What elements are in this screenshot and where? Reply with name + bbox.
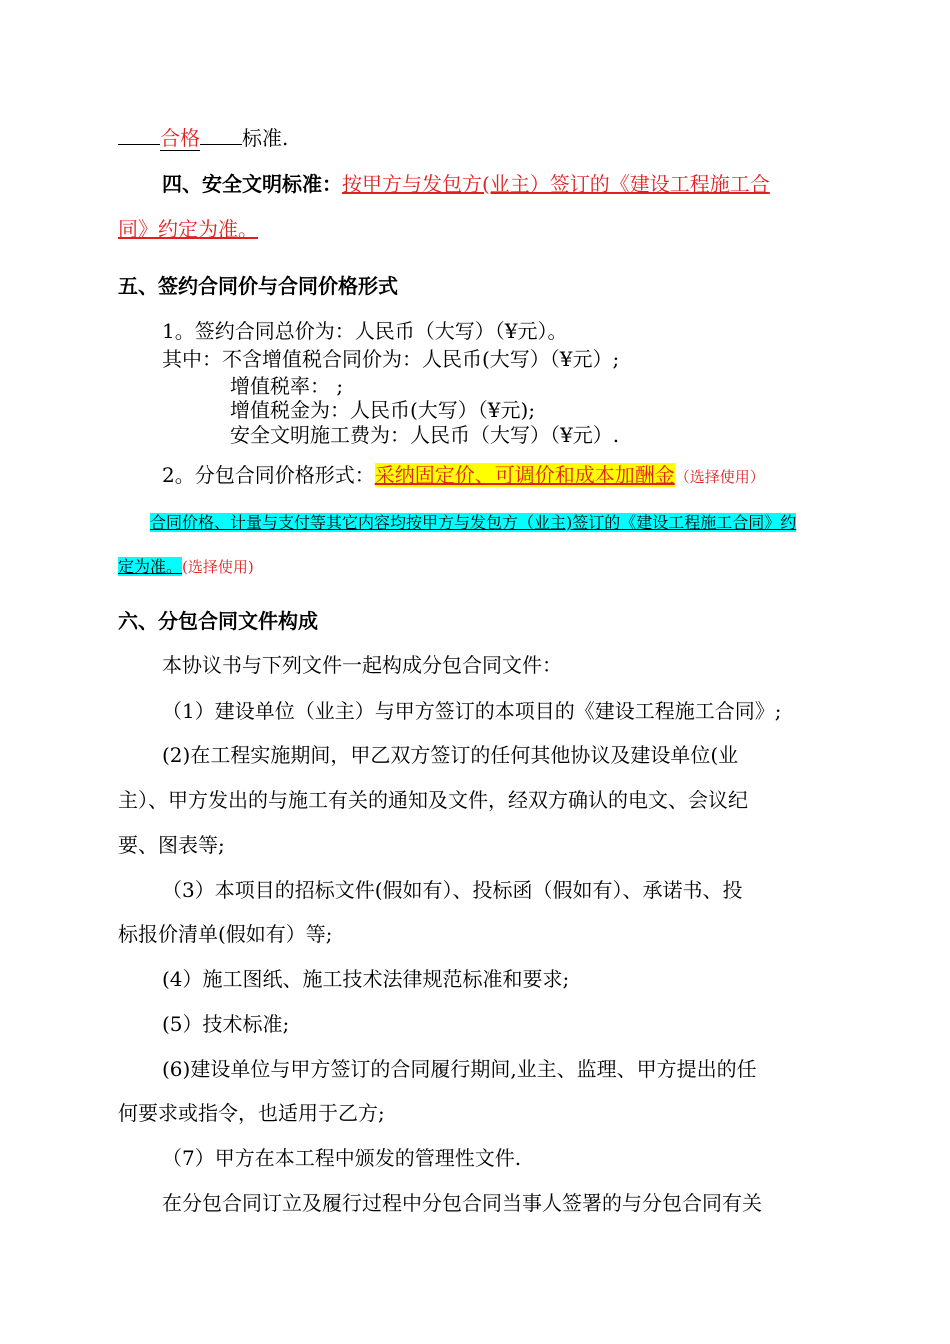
section5-heading: 五、签约合同价与合同价格形式 — [118, 274, 398, 298]
price-form-note: （选择使用） — [674, 468, 765, 486]
list-item: 要、图表等; — [118, 833, 225, 857]
list-item: 在分包合同订立及履行过程中分包合同当事人签署的与分包合同有关 — [162, 1191, 762, 1215]
quality-suffix: 标准. — [242, 126, 289, 150]
safety-fee-line: 安全文明施工费为：人民币（大写）（¥元）. — [230, 423, 620, 447]
list-item: (4）施工图纸、施工技术法律规范标准和要求; — [162, 967, 570, 991]
vat-rate-line: 增值税率： ; — [230, 374, 344, 398]
list-item: （7）甲方在本工程中颁发的管理性文件. — [162, 1146, 522, 1170]
cyan-note-line1 — [150, 509, 796, 537]
pretax-price-line: 其中：不含增值税合同价为：人民币(大写）（¥元）; — [162, 347, 620, 371]
blank-underline — [200, 126, 242, 145]
cyan-text-2: 定为准。 — [118, 557, 183, 576]
list-item: 何要求或指令，也适用于乙方; — [118, 1101, 385, 1125]
list-item: 主）、甲方发出的与施工有关的通知及文件，经双方确认的电文、会议纪 — [118, 788, 748, 812]
quality-standard-line — [118, 124, 288, 152]
cyan-note-line2 — [118, 553, 254, 581]
price-form-line — [162, 461, 765, 491]
safety-standard-line2 — [118, 215, 258, 243]
cyan-note: (选择使用) — [182, 558, 254, 576]
list-item: (6)建设单位与甲方签订的合同履行期间,业主、监理、甲方提出的任 — [162, 1057, 757, 1081]
list-item: (2)在工程实施期间，甲乙双方签订的任何其他协议及建设单位(业 — [162, 743, 739, 767]
safety-standard-line1 — [162, 170, 770, 198]
safety-heading: 四、安全文明标准： — [162, 172, 342, 196]
vat-amount-line: 增值税金为：人民币(大写）（¥元); — [230, 398, 536, 422]
cyan-text-1: 合同价格、计量与支付等其它内容均按甲方与发包方（业主)签订的《建设工程施工合同》约 — [150, 513, 797, 532]
safety-text-1: 按甲方与发包方(业主）签订的《建设工程施工合 — [342, 172, 770, 196]
list-item: 标报价清单(假如有）等; — [118, 922, 333, 946]
blank-underline — [118, 126, 160, 145]
safety-text-2: 同》约定为准。 — [118, 217, 258, 241]
list-item: （1）建设单位（业主）与甲方签订的本项目的《建设工程施工合同》; — [162, 699, 782, 723]
section6-heading: 六、分包合同文件构成 — [118, 609, 318, 633]
quality-value: 合格 — [160, 126, 200, 150]
list-item: （3）本项目的招标文件(假如有）、投标函（假如有）、承诺书、投 — [162, 878, 743, 902]
contract-total-line: 1。签约合同总价为：人民币（大写）（¥元）。 — [162, 319, 568, 343]
list-item: (5）技术标准; — [162, 1012, 290, 1036]
price-form-highlight: 采纳固定价、可调价和成本加酬金 — [374, 463, 675, 487]
price-form-label: 2。分包合同价格形式： — [162, 463, 375, 487]
section6-intro: 本协议书与下列文件一起构成分包合同文件： — [162, 653, 562, 677]
